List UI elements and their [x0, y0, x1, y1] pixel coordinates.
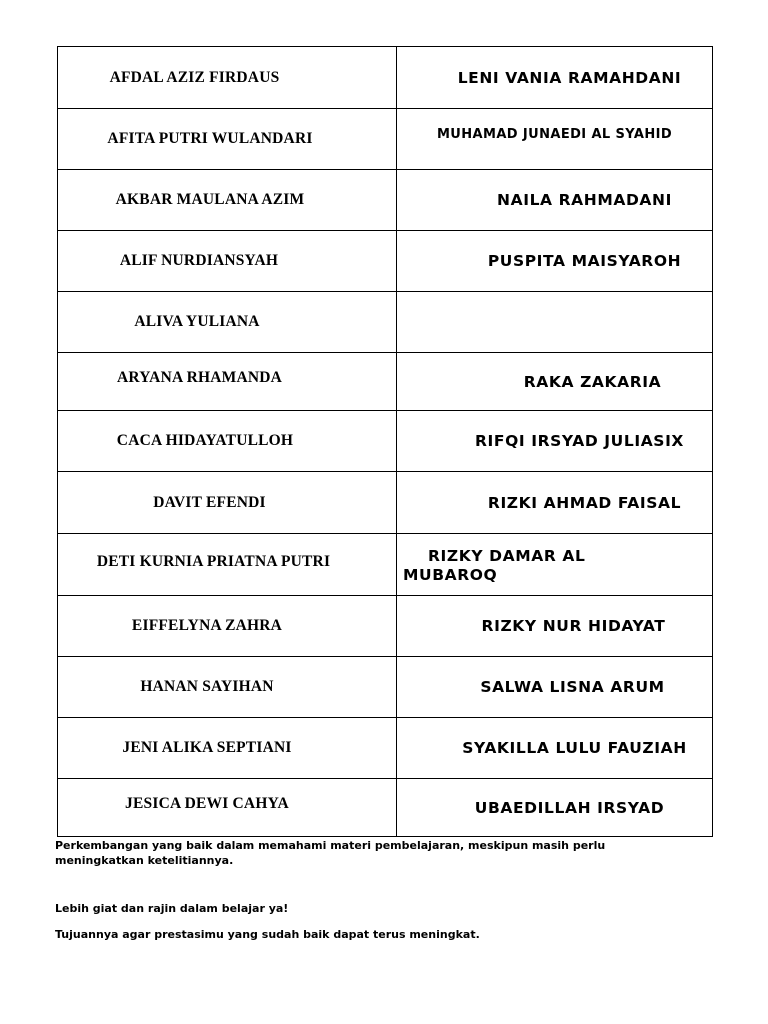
left-name-cell: ARYANA RHAMANDA — [58, 353, 397, 411]
table-row — [58, 47, 713, 109]
table-row — [58, 472, 713, 534]
right-name-cell: RIFQI IRSYAD JULIASIX — [397, 411, 713, 472]
table-row — [58, 231, 713, 292]
left-name-cell: ALIVA YULIANA — [58, 292, 397, 353]
left-name-cell: HANAN SAYIHAN — [58, 657, 397, 718]
right-name-cell: UBAEDILLAH IRSYAD — [397, 779, 713, 837]
table-row — [58, 657, 713, 718]
right-name-cell: LENI VANIA RAMAHDANI — [397, 47, 713, 109]
right-name-line-2: MUBAROQ — [403, 565, 498, 584]
student-name-table — [57, 46, 713, 837]
right-name-line-1: RIZKY DAMAR AL — [428, 546, 586, 565]
right-name-cell: RAKA ZAKARIA — [397, 353, 713, 411]
note-line-2: Lebih giat dan rajin dalam belajar ya! — [55, 902, 289, 915]
note-line-3: Tujuannya agar prestasimu yang sudah baik dapat terus meningkat. — [55, 928, 480, 941]
teacher-note — [55, 838, 695, 868]
left-name-cell: DETI KURNIA PRIATNA PUTRI — [58, 534, 397, 596]
table-row — [58, 170, 713, 231]
right-name-cell: NAILA RAHMADANI — [397, 170, 713, 231]
left-name-cell: AFDAL AZIZ FIRDAUS — [58, 47, 397, 109]
right-name-cell: MUHAMAD JUNAEDI AL SYAHID — [397, 109, 713, 170]
left-name-cell: EIFFELYNA ZAHRA — [58, 596, 397, 657]
table-row — [58, 353, 713, 411]
right-name-cell — [397, 292, 713, 353]
left-name-cell: CACA HIDAYATULLOH — [58, 411, 397, 472]
table-row — [58, 718, 713, 779]
left-name-cell: AFITA PUTRI WULANDARI — [58, 109, 397, 170]
table-row — [58, 779, 713, 837]
right-name-cell: SYAKILLA LULU FAUZIAH — [397, 718, 713, 779]
right-name-cell — [397, 534, 713, 596]
table-row — [58, 596, 713, 657]
left-name-cell: JESICA DEWI CAHYA — [58, 779, 397, 837]
table-row — [58, 411, 713, 472]
left-name-cell: JENI ALIKA SEPTIANI — [58, 718, 397, 779]
right-name-cell: RIZKI AHMAD FAISAL — [397, 472, 713, 534]
note-line-1: Perkembangan yang baik dalam memahami materi pembelajaran, meskipun masih perlu meningkatkan ketelitiannya. — [55, 839, 606, 867]
left-name-cell: ALIF NURDIANSYAH — [58, 231, 397, 292]
table-row — [58, 292, 713, 353]
left-name-cell: DAVIT EFENDI — [58, 472, 397, 534]
right-name-cell: PUSPITA MAISYAROH — [397, 231, 713, 292]
right-name-cell: SALWA LISNA ARUM — [397, 657, 713, 718]
right-name-cell: RIZKY NUR HIDAYAT — [397, 596, 713, 657]
table-row — [58, 109, 713, 170]
left-name-cell: AKBAR MAULANA AZIM — [58, 170, 397, 231]
table-row — [58, 534, 713, 596]
